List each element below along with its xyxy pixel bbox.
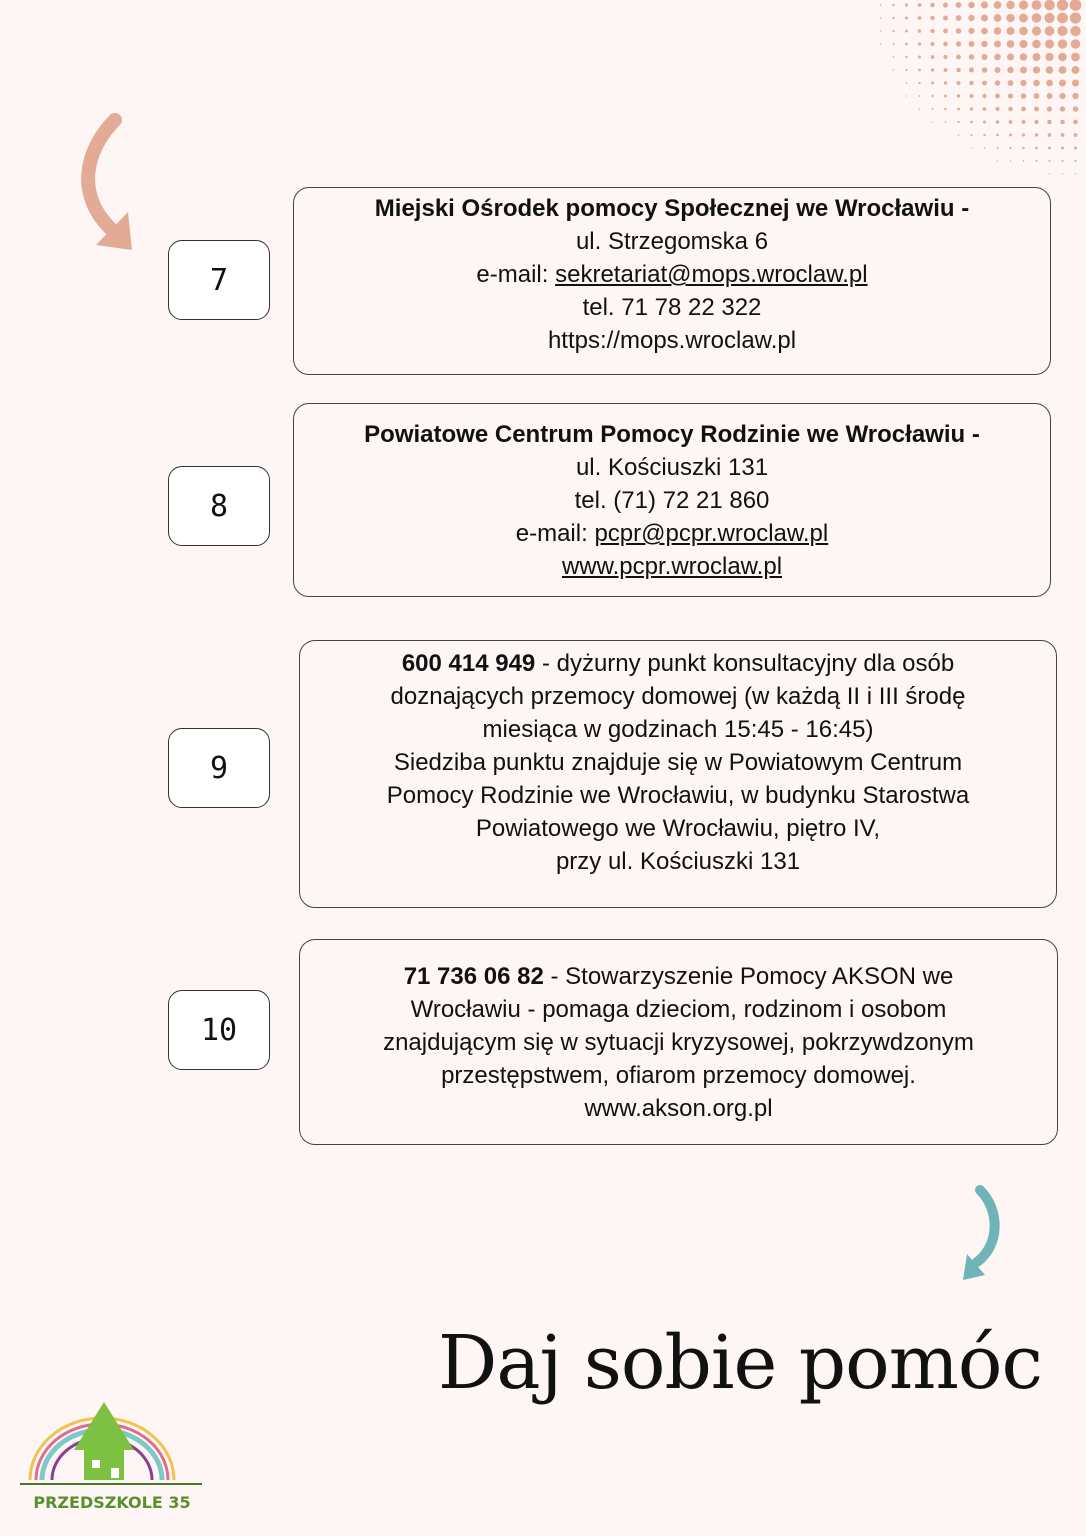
halftone-dot	[956, 55, 961, 60]
halftone-dot	[1034, 106, 1039, 111]
halftone-dot	[996, 134, 999, 137]
halftone-dot	[956, 2, 962, 8]
halftone-dot	[981, 14, 988, 21]
halftone-dot	[956, 41, 961, 46]
halftone-dot	[995, 107, 999, 111]
halftone-dot	[1020, 67, 1027, 74]
halftone-dot	[944, 68, 948, 72]
halftone-dot	[1075, 173, 1076, 174]
item-number-10: 10	[168, 990, 270, 1070]
halftone-dot	[1007, 67, 1014, 74]
halftone-dot	[1009, 120, 1013, 124]
halftone-dot	[1048, 133, 1052, 137]
halftone-dot	[1057, 26, 1067, 36]
halftone-dot	[1023, 160, 1025, 162]
card-line: przy ul. Kościuszki 131	[555, 848, 801, 875]
contact-card-pcpr	[293, 403, 1051, 597]
website-link[interactable]: www.pcpr.wroclaw.pl	[561, 553, 783, 580]
halftone-dot	[1033, 66, 1040, 73]
halftone-dot	[918, 16, 922, 20]
halftone-dot	[930, 29, 934, 33]
kindergarten-logo	[12, 1400, 212, 1520]
halftone-dot	[932, 121, 933, 122]
halftone-dot	[1072, 93, 1078, 99]
halftone-dot	[995, 80, 1000, 85]
halftone-dot	[994, 27, 1001, 34]
halftone-dot	[930, 16, 934, 20]
contact-card-mops	[293, 187, 1051, 375]
halftone-dot	[1046, 80, 1053, 87]
halftone-dot	[880, 4, 882, 6]
halftone-dot	[931, 68, 934, 71]
halftone-dot	[969, 81, 973, 85]
card-title: Miejski Ośrodek pomocy Społecznej we Wrocławiu -	[374, 195, 970, 222]
halftone-dot	[1060, 120, 1065, 125]
card-line: miesiąca w godzinach 15:45 - 16:45)	[482, 716, 874, 743]
halftone-dot	[1045, 26, 1055, 36]
halftone-dot	[997, 147, 999, 149]
halftone-dot	[918, 82, 920, 84]
halftone-dot	[1048, 147, 1051, 150]
halftone-dot	[1073, 120, 1078, 125]
halftone-dot	[892, 17, 894, 19]
halftone-dot	[1070, 0, 1082, 11]
halftone-dot	[996, 120, 999, 123]
halftone-dot	[957, 121, 959, 123]
halftone-dot	[1008, 93, 1013, 98]
halftone-dot	[981, 41, 987, 47]
halftone-dot	[983, 120, 986, 123]
halftone-dot	[1047, 120, 1051, 124]
halftone-dot	[1057, 13, 1068, 24]
card-email-line: e-mail: sekretariat@mops.wroclaw.pl	[476, 261, 868, 288]
halftone-dot	[1036, 160, 1038, 162]
halftone-dot	[1074, 160, 1076, 162]
halftone-dot	[1020, 53, 1028, 61]
halftone-dot	[1032, 13, 1042, 23]
halftone-dot	[968, 2, 974, 8]
halftone-dot	[1045, 53, 1053, 61]
halftone-dot	[1061, 160, 1063, 162]
halftone-dot	[905, 43, 908, 46]
halftone-dot	[892, 4, 894, 6]
halftone-dot	[956, 68, 960, 72]
halftone-dot	[905, 56, 907, 58]
halftone-dot	[1074, 146, 1077, 149]
contact-card-consultation	[299, 640, 1057, 908]
halftone-dot	[969, 67, 974, 72]
phone-number: 71 736 06 82	[403, 963, 544, 990]
contact-card-akson	[299, 939, 1058, 1145]
halftone-dot	[970, 121, 973, 124]
card-line: znajdującym się w sytuacji kryzysowej, pokrzywdzonym	[383, 1029, 974, 1056]
halftone-dot	[1059, 79, 1066, 86]
halftone-dot	[1006, 27, 1014, 35]
halftone-dot	[918, 29, 922, 33]
halftone-dot	[906, 95, 907, 96]
card-line: 71 736 06 82 - Stowarzyszenie Pomocy AKSON we	[403, 963, 954, 990]
halftone-dots-decoration	[856, 0, 1086, 210]
halftone-dot	[1022, 147, 1024, 149]
halftone-dot	[1022, 133, 1025, 136]
halftone-dot	[983, 134, 985, 136]
halftone-dot	[1007, 53, 1014, 60]
halftone-dot	[994, 67, 1000, 73]
halftone-dot	[983, 107, 987, 111]
halftone-dot	[1008, 107, 1012, 111]
halftone-dot	[1035, 147, 1038, 150]
halftone-dot	[945, 121, 947, 123]
halftone-dot	[944, 95, 947, 98]
halftone-dot	[1059, 93, 1065, 99]
halftone-dot	[1046, 93, 1052, 99]
halftone-dot	[994, 1, 1002, 9]
halftone-dot	[1061, 147, 1064, 150]
halftone-dot	[905, 30, 908, 33]
card-line: Pomocy Rodzinie we Wrocławiu, w budynku Starostwa	[386, 782, 970, 809]
halftone-dot	[1032, 40, 1041, 49]
halftone-dot	[1009, 133, 1012, 136]
halftone-dot	[984, 147, 986, 149]
halftone-dot	[1021, 107, 1026, 112]
halftone-dot	[918, 69, 921, 72]
halftone-dot	[919, 95, 921, 97]
halftone-dot	[1049, 173, 1050, 174]
halftone-dot	[981, 54, 987, 60]
halftone-dot	[943, 15, 948, 20]
halftone-dot	[1057, 0, 1068, 11]
halftone-dot	[994, 54, 1001, 61]
halftone-dot	[971, 147, 972, 148]
halftone-dot	[931, 95, 933, 97]
halftone-dot	[957, 108, 960, 111]
card-address: ul. Kościuszki 131	[575, 454, 769, 481]
halftone-dot	[982, 81, 987, 86]
halftone-dot	[919, 108, 920, 109]
halftone-dot	[1009, 147, 1011, 149]
curved-arrow-icon	[70, 110, 145, 255]
halftone-dot	[1074, 133, 1078, 137]
curved-arrow-teal-icon	[955, 1180, 1010, 1285]
halftone-dot	[970, 134, 972, 136]
halftone-dot	[1070, 26, 1080, 36]
item-number-8: 8	[168, 466, 270, 546]
halftone-dot	[1061, 133, 1065, 137]
halftone-dot	[1044, 13, 1054, 23]
halftone-dot	[981, 1, 988, 8]
halftone-dot	[1047, 106, 1052, 111]
halftone-dot	[982, 67, 988, 73]
halftone-dot	[1019, 27, 1028, 36]
card-title: Powiatowe Centrum Pomocy Rodzinie we Wrocławiu -	[364, 421, 980, 448]
halftone-dot	[956, 15, 962, 21]
halftone-dot	[905, 16, 908, 19]
halftone-dot	[1071, 39, 1081, 49]
halftone-dot	[1058, 39, 1067, 48]
halftone-dot	[918, 42, 921, 45]
phone-number: 600 414 949	[401, 650, 536, 677]
halftone-dot	[930, 3, 934, 7]
halftone-dot	[1072, 79, 1079, 86]
halftone-dot	[1021, 120, 1025, 124]
halftone-dot	[905, 3, 908, 6]
headline: Daj sobie pomóc	[438, 1320, 1042, 1406]
halftone-dot	[1046, 66, 1054, 74]
halftone-dot	[880, 30, 882, 32]
halftone-dot	[1033, 53, 1041, 61]
halftone-dot	[893, 69, 895, 71]
halftone-dot	[1070, 12, 1081, 23]
halftone-dot	[1033, 80, 1040, 87]
halftone-dot	[1045, 39, 1054, 48]
card-line: Siedziba punktu znajduje się w Powiatowym Centrum	[393, 749, 963, 776]
email-link[interactable]: pcpr@pcpr.wroclaw.pl	[594, 520, 829, 547]
card-phone: tel. (71) 72 21 860	[574, 487, 770, 514]
halftone-dot	[1032, 0, 1042, 10]
halftone-dot	[1021, 93, 1027, 99]
halftone-dot	[997, 160, 998, 161]
halftone-dot	[1019, 40, 1027, 48]
halftone-dot	[982, 94, 986, 98]
halftone-dot	[1044, 0, 1054, 10]
halftone-dot	[1034, 120, 1038, 124]
halftone-dot	[970, 107, 973, 110]
halftone-dot	[968, 15, 974, 21]
halftone-dot	[1058, 53, 1067, 62]
item-number-9: 9	[168, 728, 270, 808]
halftone-dot	[905, 69, 907, 71]
halftone-dot	[957, 81, 961, 85]
halftone-dot	[943, 2, 948, 7]
halftone-dot	[1032, 26, 1041, 35]
card-phone: tel. 71 78 22 322	[582, 294, 762, 321]
halftone-dot	[918, 55, 921, 58]
card-line: 600 414 949 - dyżurny punkt konsultacyjny dla osób	[401, 650, 955, 677]
card-address: ul. Strzegomska 6	[575, 228, 769, 255]
website-link[interactable]: www.akson.org.pl	[584, 1095, 773, 1122]
halftone-dot	[970, 94, 974, 98]
website-link[interactable]: https://mops.wroclaw.pl	[547, 327, 797, 354]
halftone-dot	[931, 55, 935, 59]
halftone-dot	[1019, 14, 1028, 23]
halftone-dot	[893, 56, 895, 58]
halftone-dot	[944, 81, 947, 84]
halftone-dot	[956, 28, 962, 34]
halftone-dot	[994, 14, 1002, 22]
halftone-dot	[892, 30, 894, 32]
halftone-dot	[931, 42, 935, 46]
halftone-dot	[1006, 14, 1014, 22]
halftone-dot	[1071, 53, 1080, 62]
halftone-dot	[957, 94, 960, 97]
halftone-dot	[944, 108, 946, 110]
halftone-dot	[932, 108, 934, 110]
halftone-dot	[1008, 80, 1014, 86]
card-line: Powiatowego we Wrocławiu, piętro IV,	[475, 815, 881, 842]
halftone-dot	[931, 82, 934, 85]
halftone-dot	[1006, 1, 1014, 9]
card-line: przestępstwem, ofiarom przemocy domowej.	[441, 1062, 916, 1089]
email-link[interactable]: sekretariat@mops.wroclaw.pl	[555, 261, 868, 288]
halftone-dot	[1010, 160, 1011, 161]
halftone-dot	[1062, 173, 1063, 174]
halftone-dot	[918, 3, 922, 7]
halftone-dot	[1020, 80, 1026, 86]
halftone-dot	[892, 43, 894, 45]
halftone-dot	[969, 54, 974, 59]
halftone-dot	[1035, 133, 1038, 136]
logo-text: PRZEDSZKOLE 35	[33, 1493, 191, 1512]
halftone-dot	[880, 43, 881, 44]
halftone-dot	[981, 28, 988, 35]
halftone-dot	[943, 42, 948, 47]
halftone-dot	[968, 28, 974, 34]
item-number-7: 7	[168, 240, 270, 320]
halftone-dot	[1034, 93, 1040, 99]
card-line: doznających przemocy domowej (w każdą II i III środę	[390, 683, 966, 710]
card-email-line: e-mail: pcpr@pcpr.wroclaw.pl	[515, 520, 829, 547]
halftone-dot	[1019, 0, 1028, 9]
halftone-dot	[958, 134, 960, 136]
halftone-dot	[994, 40, 1001, 47]
halftone-dot	[1059, 66, 1067, 74]
halftone-dot	[906, 82, 908, 84]
halftone-dot	[1073, 106, 1078, 111]
halftone-dot	[1007, 40, 1015, 48]
halftone-dot	[1072, 66, 1080, 74]
halftone-dot	[1060, 106, 1065, 111]
card-line: Wrocławiu - pomaga dzieciom, rodzinom i osobom	[410, 996, 947, 1023]
halftone-dot	[943, 29, 948, 34]
halftone-dot	[943, 55, 947, 59]
halftone-dot	[995, 94, 1000, 99]
halftone-dot	[1048, 160, 1050, 162]
halftone-dot	[969, 41, 975, 47]
halftone-dot	[880, 17, 882, 19]
